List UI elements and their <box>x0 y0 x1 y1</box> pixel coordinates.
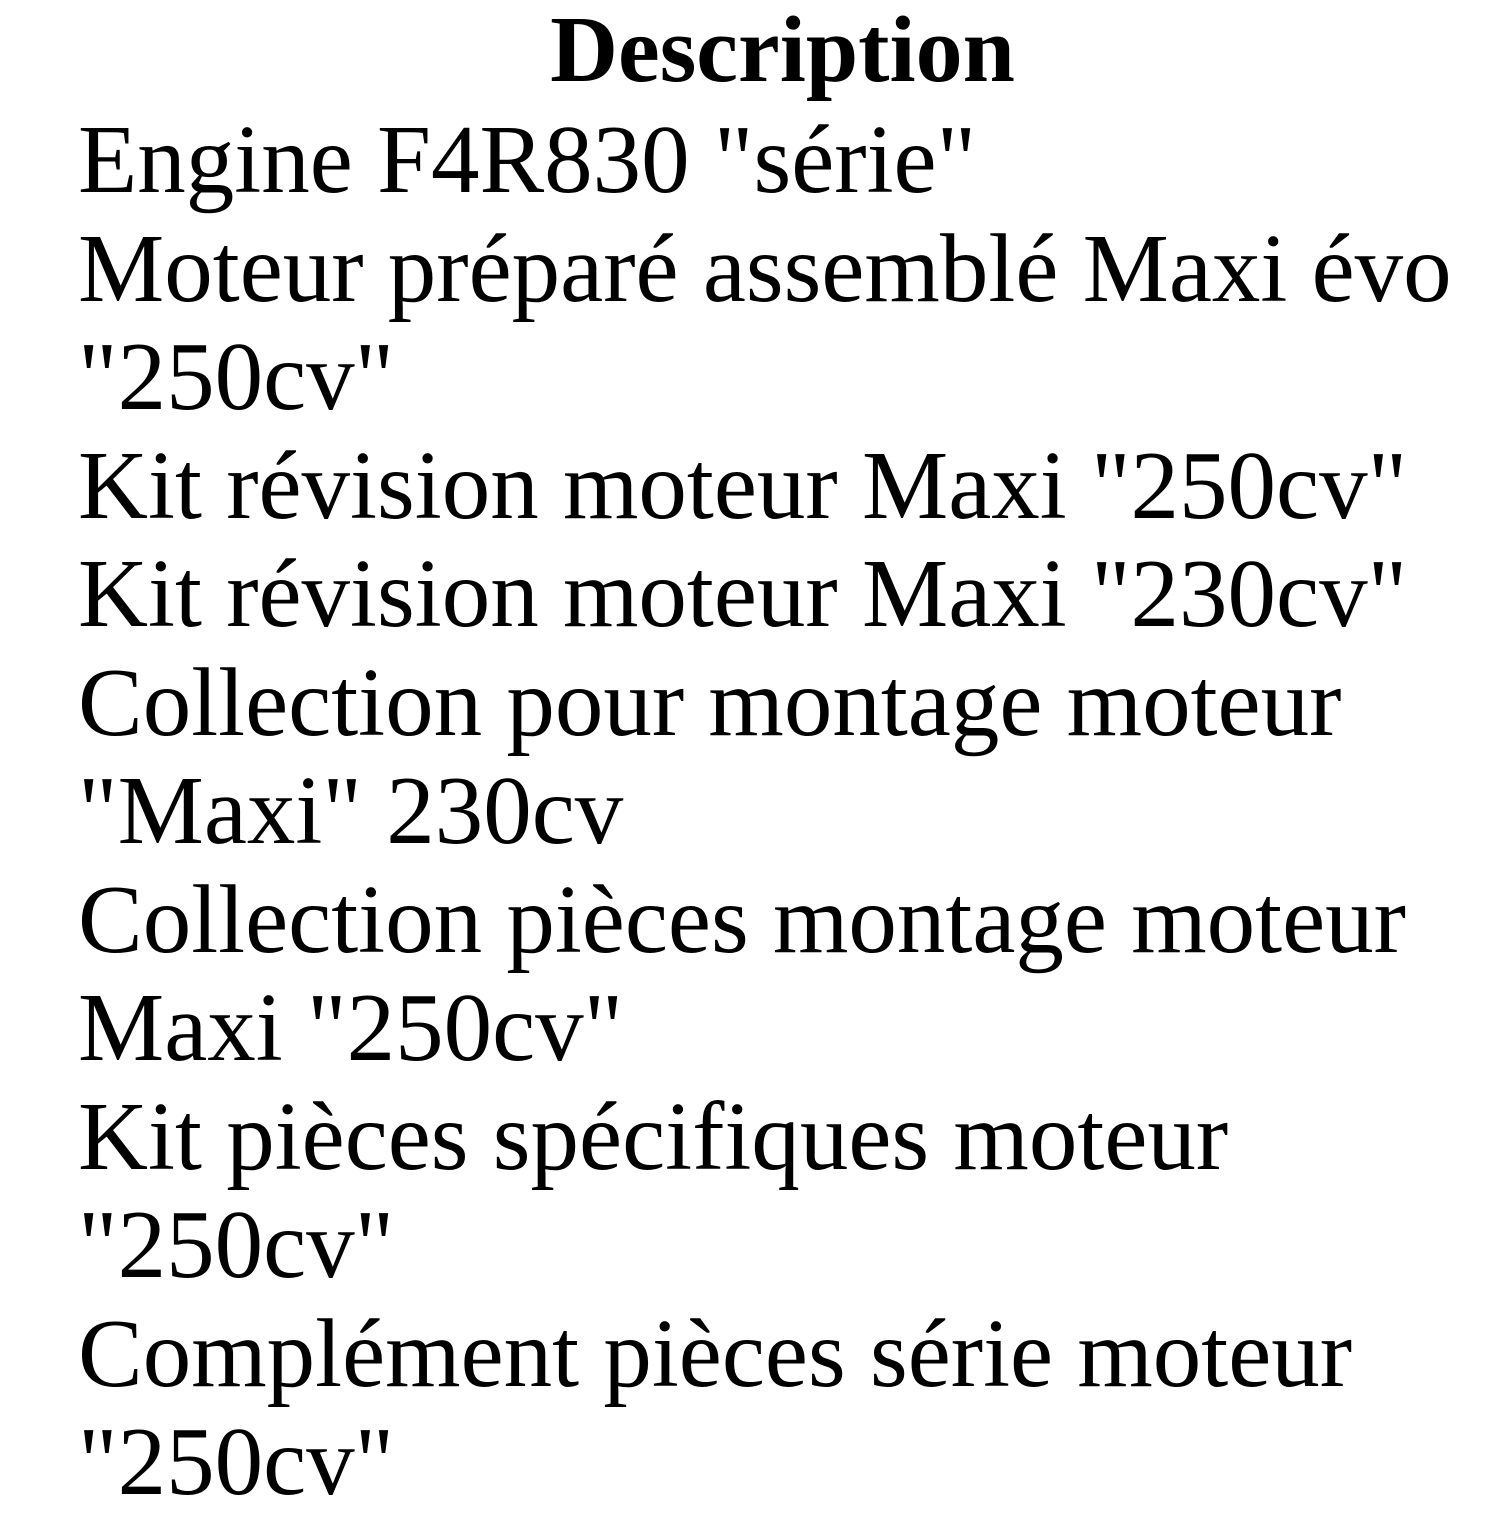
list-item: Engine F4R830 "série" <box>78 106 977 213</box>
description-list <box>78 106 1498 1517</box>
list-item: Kit pièces spécifiques moteur "250cv" <box>78 1082 1229 1298</box>
list-item: Collection pièces montage moteur Maxi "250cv" <box>78 865 1406 1081</box>
list-item: Collection pour montage moteur "Maxi" 230cv <box>78 648 1342 864</box>
document-title: Description <box>550 0 1015 102</box>
list-item: Kit révision moteur Maxi "250cv" <box>78 431 1408 539</box>
list-item: Kit révision moteur Maxi "230cv" <box>78 540 1408 647</box>
list-item: Complément pièces série moteur "250cv" <box>78 1299 1353 1515</box>
list-item: Moteur préparé assemblé Maxi évo "250cv" <box>78 214 1452 430</box>
